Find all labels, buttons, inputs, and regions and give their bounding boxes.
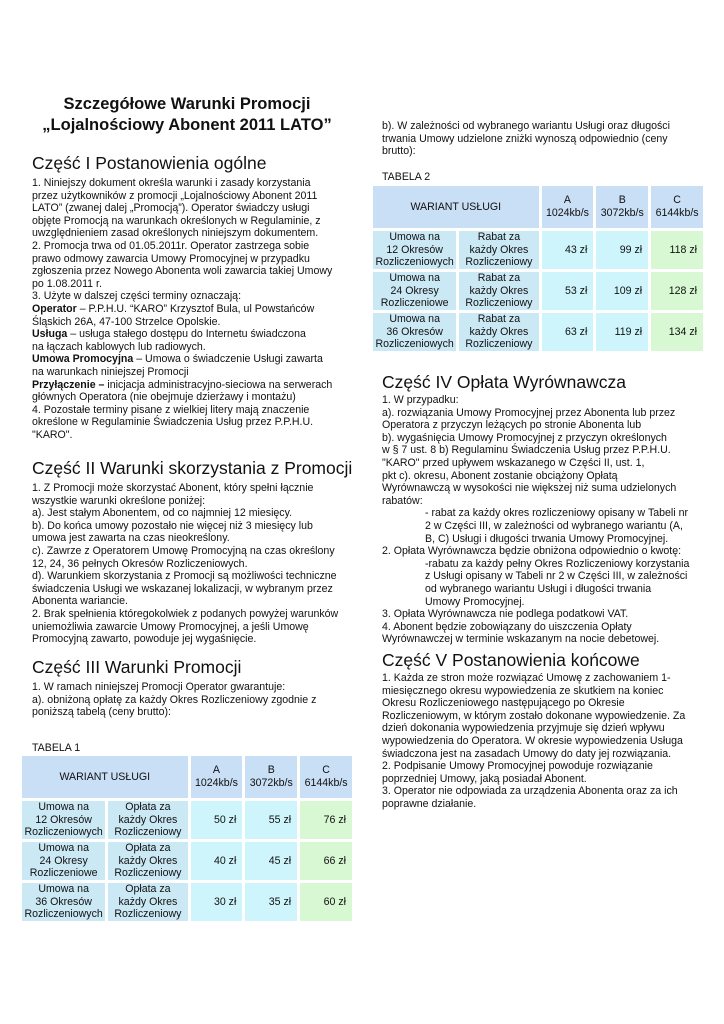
s5-l10: poprawne działanie. [382, 797, 477, 810]
table-1-variant-b [245, 756, 297, 798]
table-2-label: TABELA 2 [382, 171, 431, 183]
s1-p4-l0: 4. Pozostałe terminy pisane z wielkiej litery mają znaczenie [32, 403, 310, 416]
variant-b-speed: 3072kb/s [249, 777, 293, 789]
s4a-l5: "KARO" przed upływem wskazanego w Części II, ust. 1, [382, 456, 645, 469]
term-cell [22, 842, 105, 880]
table-2-header: WARIANT USŁUGI [373, 186, 539, 228]
operator-line-2: Śląskich 26A, 47-100 Strzelce Opolskie. [32, 315, 221, 328]
variant-a-letter: A [212, 764, 220, 777]
price-a: 30 zł [191, 883, 243, 921]
price-b: 45 zł [245, 842, 297, 880]
s1-p4-l2: "KARO". [32, 428, 73, 441]
umowa-line-2: na warunkach niniejszej Promocji [32, 365, 189, 378]
table-2-variant-b [596, 186, 648, 228]
s5-l9: 3. Operator nie odpowiada za urządzenia Abonenta oraz za ich [382, 785, 678, 798]
price-a: 63 zł [542, 313, 594, 351]
desc-line: Opłata za [125, 801, 171, 814]
term-line: 36 Okresów [386, 325, 443, 338]
s1-p2-l2: zgłoszenia przez Nowego Abonenta woli zawarcia takiej Umowy [32, 265, 333, 278]
desc-line: każdy Okres [469, 243, 529, 256]
s4a-l8: rabatów: [382, 494, 423, 507]
s2-l2: a). Jest stałym Abonentem, od co najmniej 12 miesięcy. [32, 507, 293, 520]
section-5 [382, 650, 704, 811]
table-2-variant-c [651, 186, 703, 228]
desc-line: Rabat za [477, 231, 521, 244]
title-line-1: Szczegółowe Warunki Promocji [63, 95, 311, 113]
s5-l5: wypowiedzenia do Operatora. W okresie wypowiedzenia Usługa [382, 734, 683, 747]
table-2 [370, 183, 706, 354]
s1-p2-l0: 2. Promocja trwa od 01.05.2011r. Operator zastrzega sobie [32, 239, 310, 252]
section-4 [382, 372, 704, 646]
desc-cell [108, 842, 187, 880]
variant-b-letter: B [267, 764, 275, 777]
desc-line: Rozliczeniowy [114, 826, 182, 839]
section-4-body [382, 394, 704, 646]
price-c: 60 zł [300, 883, 352, 921]
table-row [22, 801, 352, 839]
variant-a-letter: A [563, 194, 571, 207]
section-3 [32, 657, 358, 719]
term-line: 12 Okresów [386, 243, 443, 256]
desc-cell [108, 801, 187, 839]
s4a-l3: b). wygaśnięcia Umowy Promocyjnej z przyczyn określonych [382, 431, 667, 444]
s5-l3: Rozliczeniowym, w którym zostało dokonane wypowiedzenie. Za [382, 709, 686, 722]
document-title [20, 94, 354, 136]
section-1-heading: Część I Postanowienia ogólne [32, 153, 267, 173]
usluga-term: Usługa [32, 328, 68, 341]
s4a-l6: pkt c). okresu, Abonent zostanie obciążony Opłatą [382, 469, 618, 482]
intro-l2: brutto): [382, 145, 416, 158]
s4b-l0: - rabat za każdy okres rozliczeniowy opisany w Tabeli nr [425, 507, 688, 520]
desc-line: Rozliczeniowy [465, 297, 533, 310]
table-row [373, 272, 703, 310]
s5-l7: 2. Podpisanie Umowy Promocyjnej powoduje rozwiązanie [382, 760, 653, 773]
variant-b-speed: 3072kb/s [600, 207, 644, 219]
s5-l1: miesięcznego okresu wypowiedzenia ze skutkiem na koniec [382, 684, 664, 697]
s1-p1-l4: uwzględnieniem zasad określonych niniejszym dokumentem. [32, 227, 319, 240]
table-2-variant-a [542, 186, 594, 228]
s2-l0: 1. Z Promocji może skorzystać Abonent, który spełni łącznie [32, 482, 314, 494]
variant-c-speed: 6144kb/s [304, 777, 348, 789]
usluga-line-2: na łączach kablowych lub radiowych. [32, 340, 206, 353]
term-cell [373, 272, 456, 310]
operator-definition [32, 303, 358, 316]
s4e-l0: 3. Opłata Wyrównawcza nie podlega podatkowi VAT. [382, 608, 629, 621]
price-b: 119 zł [596, 313, 648, 351]
s3-l0: 1. W ramach niniejszej Promocji Operator gwarantuje: [32, 681, 286, 693]
s1-p1-l0: 1. Niniejszy dokument określa warunki i zasady korzystania [32, 177, 311, 189]
s4a-l1: a). rozwiązania Umowy Promocyjnej przez Abonenta lub przez [382, 406, 676, 419]
variant-c-letter: C [673, 194, 681, 207]
desc-line: każdy Okres [469, 325, 529, 338]
table-1-variant-a [191, 756, 243, 798]
table-row [373, 313, 703, 351]
right-intro [382, 120, 704, 158]
desc-line: każdy Okres [118, 813, 178, 826]
price-c: 128 zł [651, 272, 703, 310]
s1-p1-l1: przez użytkowników z promocji „Lojalnościowy Abonent 2011 [32, 189, 318, 202]
usluga-line-1: – usługa stałego dostępu do Internetu świadczona [67, 328, 306, 341]
s5-l8: poprzedniej Umowy, jaką posiadał Abonent. [382, 772, 587, 785]
desc-cell [459, 272, 538, 310]
s4e-l2: Wyrównawczej w terminie wskazanym na nocie debetowej. [382, 633, 660, 646]
s2-l11: uniemożliwia zawarcie Umowy Promocyjnej, a jeśli Umowę [32, 620, 309, 633]
table-row [22, 883, 352, 921]
desc-line: Rabat za [477, 272, 521, 285]
s4c-l0: 2. Opłata Wyrównawcza będzie obniżona odpowiednio o kwotę: [382, 545, 682, 558]
desc-line: Rozliczeniowy [465, 256, 533, 269]
s2-l9: Abonenta wariancie. [32, 595, 128, 608]
s1-p3: 3. Użyte w dalszej części terminy oznaczają: [32, 290, 242, 303]
variant-c-speed: 6144kb/s [655, 207, 699, 219]
table-1 [19, 753, 355, 924]
term-cell [373, 313, 456, 351]
s4d-l2: od wybranego wariantu Usługi i długości trwania [425, 582, 652, 595]
s4e-l1: 4. Abonent będzie zobowiązany do uiszczenia Opłaty [382, 620, 632, 633]
desc-line: Opłata za [125, 883, 171, 896]
s5-l2: Okresu Rozliczeniowego następującego po Okresie [382, 697, 625, 710]
przylaczenie-term: Przyłączenie – [32, 378, 105, 391]
intro-l1: trwania Umowy udzielone zniżki wynoszą odpowiednio (ceny [382, 132, 668, 145]
term-line: Rozliczeniowych [24, 826, 103, 839]
operator-term: Operator [32, 302, 77, 315]
desc-line: Rozliczeniowy [114, 908, 182, 921]
term-line: Umowa na [38, 883, 89, 896]
s2-l5: c). Zawrze z Operatorem Umowę Promocyjną na czas określony [32, 544, 335, 557]
title-line-2: „Lojalnościowy Abonent 2011 LATO” [42, 116, 332, 134]
section-3-body [32, 681, 358, 719]
operator-line-1: – P.P.H.U. “KARO” Krzysztof Bula, ul Powstańców [76, 302, 315, 315]
desc-line: każdy Okres [118, 854, 178, 867]
s1-p2-l1: prawo odmowy zawarcia Umowy Promocyjnej w przypadku [32, 252, 310, 265]
s1-p1-l3: objęte Promocją na warunkach określonych w Regulaminie, z [32, 214, 321, 227]
s5-l6: świadczona jest na zasadach Umowy do daty jej rozwiązania. [382, 747, 672, 760]
s4b-l1: 2 w Części III, w zależności od wybranego wariantu (A, [425, 519, 683, 532]
s3-l2: poniższą tabelą (ceny brutto): [32, 706, 171, 719]
desc-line: Opłata za [125, 842, 171, 855]
variant-c-letter: C [322, 764, 330, 777]
table-1-label: TABELA 1 [32, 742, 81, 754]
s2-l8: świadczenia Usługi we wskazanej lokalizacji, w wybranym przez [32, 582, 333, 595]
desc-line: każdy Okres [118, 895, 178, 908]
usluga-definition [32, 328, 358, 341]
s4a-l2: Operatora z przyczyn leżących po stronie Abonenta lub [382, 419, 642, 432]
price-a: 50 zł [191, 801, 243, 839]
price-c: 134 zł [651, 313, 703, 351]
variant-a-speed: 1024kb/s [194, 777, 238, 789]
table-1-variant-c [300, 756, 352, 798]
term-line: 24 Okresy [390, 284, 439, 297]
term-line: Umowa na [389, 272, 440, 285]
section-5-body [382, 672, 704, 811]
intro-l0: b). W zależności od wybranego wariantu Usługi oraz długości [382, 120, 670, 132]
umowa-definition [32, 353, 358, 366]
table-row [373, 231, 703, 269]
price-c: 66 zł [300, 842, 352, 880]
price-a: 40 zł [191, 842, 243, 880]
s2-l6: 12, 24, 36 pełnych Okresów Rozliczeniowych. [32, 557, 248, 570]
price-b: 109 zł [596, 272, 648, 310]
desc-line: każdy Okres [469, 284, 529, 297]
desc-line: Rozliczeniowy [114, 867, 182, 880]
term-cell [373, 231, 456, 269]
term-cell [22, 801, 105, 839]
s4d-l1: z Usługi opisany w Tabeli nr 2 w Części III, w zależności [425, 570, 688, 583]
table-row [22, 842, 352, 880]
section-2-body [32, 482, 358, 646]
term-cell [22, 883, 105, 921]
desc-cell [459, 313, 538, 351]
section-1 [32, 153, 358, 441]
variant-b-letter: B [618, 194, 626, 207]
term-line: Rozliczeniowe [29, 867, 98, 880]
term-line: Umowa na [38, 801, 89, 814]
term-line: Umowa na [389, 313, 440, 326]
s4a-l7: Wyrównawczą w wysokości nie większej niż suma udzielonych [382, 482, 677, 495]
s2-l4: umowa jest zawarta na czas nieokreślony. [32, 532, 230, 545]
s4a-l4: w § 7 ust. 8 b) Regulaminu Świadczenia Usług przez P.P.H.U. [382, 444, 671, 457]
term-line: Rozliczeniowych [375, 256, 454, 269]
s2-l3: b). Do końca umowy pozostało nie więcej niż 3 miesięcy lub [32, 519, 313, 532]
section-4-heading: Część IV Opłata Wyrównawcza [382, 372, 626, 392]
umowa-line-1: – Umowa o świadczenie Usługi zawarta [133, 353, 323, 366]
s1-p2-l3: po 1.08.2011 r. [32, 277, 102, 290]
desc-cell [459, 231, 538, 269]
price-b: 35 zł [245, 883, 297, 921]
price-c: 76 zł [300, 801, 352, 839]
price-a: 43 zł [542, 231, 594, 269]
przylaczenie-line-1: inicjacja administracyjno-sieciowa na serwerach [104, 378, 333, 391]
term-line: Rozliczeniowe [380, 297, 449, 310]
s4b-l2: B, C) Usługi i długości trwania Umowy Promocyjnej. [425, 532, 669, 545]
desc-cell [108, 883, 187, 921]
s5-l4: dzień dokonania wypowiedzenia przyjmuje się dzień wpływu [382, 722, 665, 735]
section-2-heading: Część II Warunki skorzystania z Promocji [32, 458, 353, 478]
term-line: Rozliczeniowych [24, 908, 103, 921]
term-line: 12 Okresów [35, 813, 92, 826]
price-b: 99 zł [596, 231, 648, 269]
term-line: 24 Okresy [39, 854, 88, 867]
umowa-term: Umowa Promocyjna [32, 353, 134, 366]
section-2 [32, 458, 358, 646]
s1-p1-l2: LATO” (zwanej dalej „Promocją”). Operator świadczy usługi [32, 202, 310, 215]
s2-l7: d). Warunkiem skorzystania z Promocji są możliwości techniczne [32, 570, 337, 583]
s4d-l3: Umowy Promocyjnej. [425, 595, 525, 608]
s4a-l0: 1. W przypadku: [382, 394, 459, 406]
term-line: Rozliczeniowych [375, 338, 454, 351]
s2-l10: 2. Brak spełnienia któregokolwiek z podanych powyżej warunków [32, 607, 339, 620]
price-a: 53 zł [542, 272, 594, 310]
s4d-l0: -rabatu za każdy pełny Okres Rozliczeniowy korzystania [425, 557, 690, 570]
term-line: Umowa na [389, 231, 440, 244]
section-3-heading: Część III Warunki Promocji [32, 657, 242, 677]
desc-line: Rozliczeniowy [465, 338, 533, 351]
s5-l0: 1. Każda ze stron może rozwiązać Umowę z zachowaniem 1- [382, 672, 671, 684]
table-1-header: WARIANT USŁUGI [22, 756, 188, 798]
przylaczenie-definition [32, 379, 358, 392]
s1-p4-l1: określone w Regulaminie Świadczenia Usług przez P.P.H.U. [32, 416, 314, 429]
price-b: 55 zł [245, 801, 297, 839]
desc-line: Rabat za [477, 313, 521, 326]
s2-l1: wszystkie warunki określone poniżej: [32, 494, 206, 507]
section-5-heading: Część V Postanowienia końcowe [382, 650, 640, 670]
term-line: 36 Okresów [35, 895, 92, 908]
s3-l1: a). obniżoną opłatę za każdy Okres Rozliczeniowy zgodnie z [32, 693, 317, 706]
section-1-body [32, 177, 358, 441]
variant-a-speed: 1024kb/s [545, 207, 589, 219]
price-c: 118 zł [651, 231, 703, 269]
term-line: Umowa na [38, 842, 89, 855]
s2-l12: Promocyjną zawarto, powoduje jej wygaśnięcie. [32, 633, 257, 646]
przylaczenie-line-2: głównych Operatora (nie obejmuje dzierżawy i montażu) [32, 391, 296, 404]
